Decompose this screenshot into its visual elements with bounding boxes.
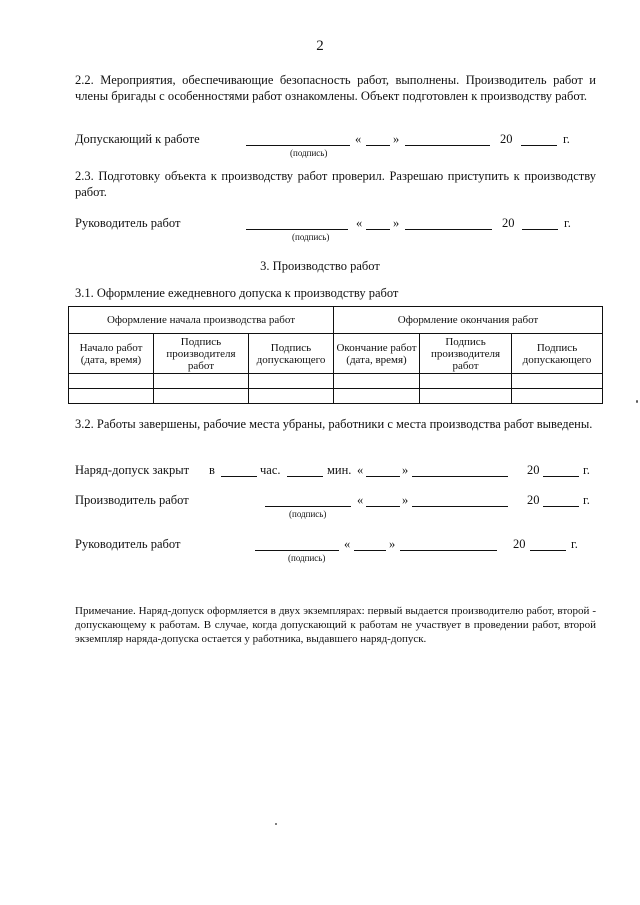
producer-year-line[interactable]	[543, 506, 579, 507]
year-suffix: г.	[564, 216, 571, 230]
closed-hours-line[interactable]	[221, 476, 257, 477]
in-label: в	[209, 463, 215, 477]
signature-caption: (подпись)	[290, 148, 328, 158]
close-quote: »	[402, 463, 409, 477]
table-header-cell: Подпись производителя работ	[420, 334, 512, 374]
section-3-title: 3. Производство работ	[260, 259, 380, 273]
table-header-cell: Начало работ (дата, время)	[69, 334, 154, 374]
year-suffix: г.	[583, 463, 590, 477]
producer-day-line[interactable]	[366, 506, 400, 507]
table-header-cell: Подпись производителя работ	[154, 334, 249, 374]
manager-final-month-line[interactable]	[400, 550, 497, 551]
open-quote: «	[356, 216, 363, 230]
table-header-cell: Подпись допускающего	[249, 334, 334, 374]
closed-year-line[interactable]	[543, 476, 579, 477]
closed-minutes-line[interactable]	[287, 476, 323, 477]
table-cell[interactable]	[249, 374, 334, 389]
table-cell[interactable]	[334, 389, 420, 404]
producer-month-line[interactable]	[412, 506, 508, 507]
admitting-month-line[interactable]	[405, 145, 490, 146]
close-quote: »	[393, 216, 400, 230]
closed-day-line[interactable]	[366, 476, 400, 477]
table-header-cell: Окончание работ (дата, время)	[334, 334, 420, 374]
manager-final-signature-line[interactable]	[255, 550, 339, 551]
close-quote: »	[393, 132, 400, 146]
year-prefix: 20	[500, 132, 513, 146]
open-quote: «	[357, 493, 364, 507]
table-group-end: Оформление окончания работ	[334, 307, 603, 334]
manager-final-day-line[interactable]	[354, 550, 386, 551]
admitting-year-line[interactable]	[521, 145, 557, 146]
admitting-day-line[interactable]	[366, 145, 390, 146]
table-cell[interactable]	[69, 389, 154, 404]
close-quote: »	[389, 537, 396, 551]
table-group-start: Оформление начала производства работ	[69, 307, 334, 334]
hours-label: час.	[260, 463, 281, 477]
manager-label: Руководитель работ	[75, 216, 181, 230]
manager-month-line[interactable]	[405, 229, 492, 230]
year-suffix: г.	[563, 132, 570, 146]
table-cell[interactable]	[512, 389, 603, 404]
manager-final-year-line[interactable]	[530, 550, 566, 551]
manager-year-line[interactable]	[522, 229, 558, 230]
table-cell[interactable]	[334, 374, 420, 389]
closed-label: Наряд-допуск закрыт	[75, 463, 190, 477]
year-prefix: 20	[527, 493, 540, 507]
year-suffix: г.	[583, 493, 590, 507]
section-3-1-subtitle: 3.1. Оформление ежедневного допуска к производству работ	[75, 286, 399, 300]
scan-speck	[636, 400, 638, 403]
scan-speck	[275, 823, 277, 825]
close-quote: »	[402, 493, 409, 507]
producer-signature-line[interactable]	[265, 506, 351, 507]
note-text: Примечание. Наряд-допуск оформляется в двух экземплярах: первый выдается производителю работ, второй - допускающему к работам. В случае, когда допускающий к работам не участвует в проведении работ, второй экземпляр наряда-допуска остается у работника, выдавшего наряд-допуск.	[75, 605, 596, 645]
admitting-label: Допускающий к работе	[75, 132, 200, 146]
signature-caption: (подпись)	[289, 509, 327, 519]
table-cell[interactable]	[154, 389, 249, 404]
table-cell[interactable]	[420, 389, 512, 404]
signature-caption: (подпись)	[288, 553, 326, 563]
table-cell[interactable]	[69, 374, 154, 389]
table-row	[69, 389, 603, 404]
year-prefix: 20	[513, 537, 526, 551]
table-cell[interactable]	[420, 374, 512, 389]
admitting-signature-line[interactable]	[246, 145, 350, 146]
section-2-3-text: 2.3. Подготовку объекта к производству работ проверил. Разрешаю приступить к производству работ.	[75, 169, 596, 199]
table-cell[interactable]	[512, 374, 603, 389]
year-prefix: 20	[502, 216, 515, 230]
table-row	[69, 374, 603, 389]
signature-caption: (подпись)	[292, 232, 330, 242]
open-quote: «	[357, 463, 364, 477]
open-quote: «	[344, 537, 351, 551]
producer-label: Производитель работ	[75, 493, 189, 507]
section-2-2-text: 2.2. Мероприятия, обеспечивающие безопасность работ, выполнены. Производитель работ и члены бригады с особенностями работ ознакомлены. Объект подготовлен к производству работ.	[75, 73, 596, 103]
manager-signature-line[interactable]	[246, 229, 348, 230]
section-3-2-text: 3.2. Работы завершены, рабочие места убраны, работники с места производства работ выведены.	[75, 417, 593, 431]
year-prefix: 20	[527, 463, 540, 477]
year-suffix: г.	[571, 537, 578, 551]
manager-day-line[interactable]	[366, 229, 390, 230]
daily-admission-table	[68, 306, 603, 404]
manager-label: Руководитель работ	[75, 537, 181, 551]
table-header-cell: Подпись допускающего	[512, 334, 603, 374]
table-cell[interactable]	[154, 374, 249, 389]
closed-month-line[interactable]	[412, 476, 508, 477]
minutes-label: мин.	[327, 463, 352, 477]
table-cell[interactable]	[249, 389, 334, 404]
open-quote: «	[355, 132, 362, 146]
page-number: 2	[316, 38, 324, 54]
